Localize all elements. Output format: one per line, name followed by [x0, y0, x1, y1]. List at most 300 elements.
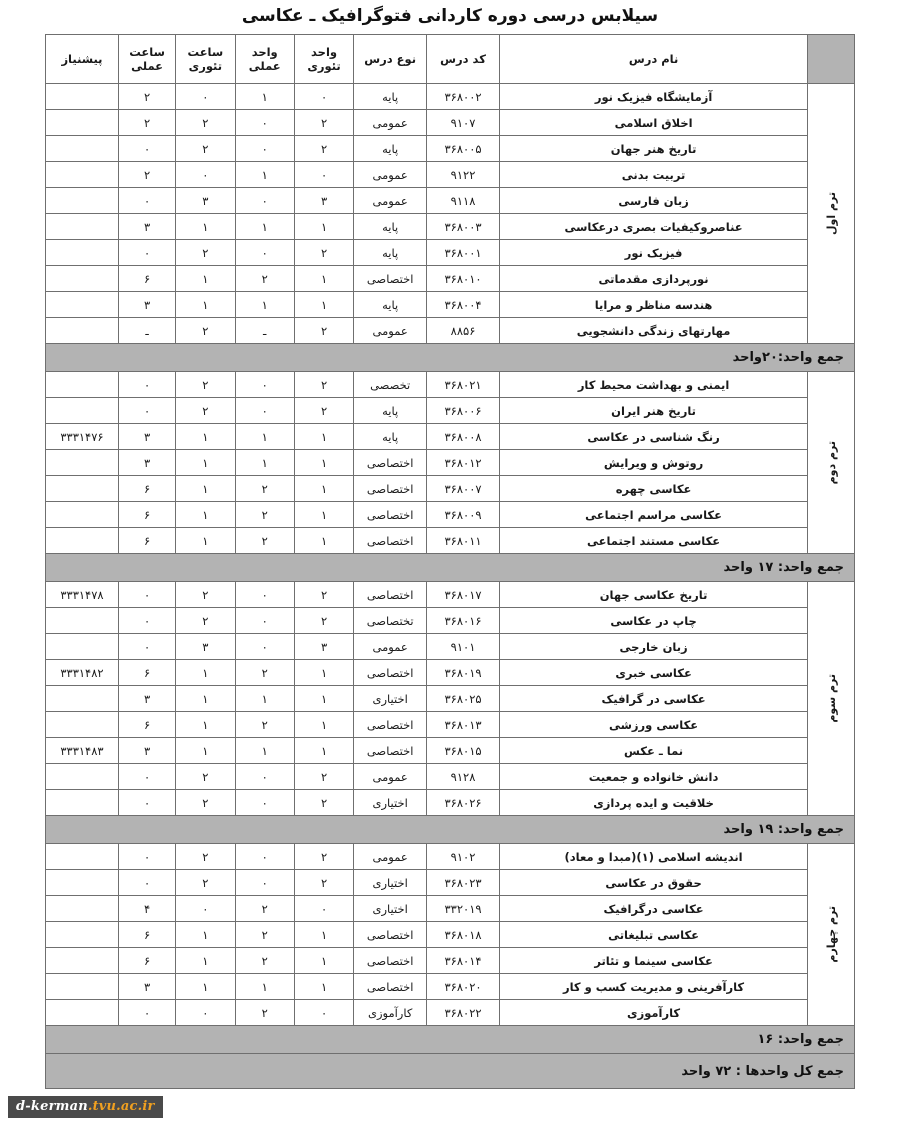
table-row: [46, 476, 855, 502]
course-code-cell: ۹۱۲۲: [427, 162, 500, 188]
course-name-cell: عکاسی تبلیغاتی: [499, 922, 807, 948]
prerequisite-cell: ۳۳۳۱۴۸۳: [46, 738, 119, 764]
hour-theory-cell: ۱: [176, 528, 235, 554]
unit-theory-cell: ۲: [294, 398, 353, 424]
table-row: [46, 948, 855, 974]
table-row: [46, 870, 855, 896]
course-type-cell: تختصاصی: [354, 608, 427, 634]
prerequisite-cell: [46, 318, 119, 344]
hour-theory-cell: ۱: [176, 922, 235, 948]
hour-theory-cell: ۲: [176, 110, 235, 136]
unit-practical-cell: ۰: [235, 764, 294, 790]
course-code-cell: ۳۶۸۰۱۲: [427, 450, 500, 476]
table-row: [46, 266, 855, 292]
unit-practical-cell: ۱: [235, 292, 294, 318]
course-name-cell: کارآموزی: [499, 1000, 807, 1026]
unit-theory-cell: ۰: [294, 896, 353, 922]
term-label-cell: [808, 372, 855, 554]
table-row: [46, 450, 855, 476]
table-row: [46, 398, 855, 424]
prerequisite-cell: [46, 214, 119, 240]
course-name-cell: چاپ در عکاسی: [499, 608, 807, 634]
unit-practical-cell: ۰: [235, 240, 294, 266]
hour-practical-cell: ۰: [118, 1000, 175, 1026]
term-summary-text: جمع واحد: ۱۹ واحد: [46, 816, 855, 844]
hour-practical-cell: ۲: [118, 84, 175, 110]
hour-practical-line1: ساعت: [129, 44, 165, 59]
course-type-cell: عمومی: [354, 844, 427, 870]
hour-theory-cell: ۰: [176, 84, 235, 110]
course-type-cell: اختیاری: [354, 870, 427, 896]
unit-theory-cell: ۳: [294, 188, 353, 214]
hour-theory-cell: ۲: [176, 608, 235, 634]
prerequisite-cell: [46, 634, 119, 660]
unit-practical-cell: ۰: [235, 398, 294, 424]
course-name-cell: کارآفرینی و مدیریت کسب و کار: [499, 974, 807, 1000]
hour-theory-cell: ۲: [176, 870, 235, 896]
header-row: [46, 35, 855, 84]
unit-practical-cell: ۲: [235, 476, 294, 502]
course-code-cell: ۳۶۸۰۲۵: [427, 686, 500, 712]
term-label-text: ترم چهارم: [824, 906, 838, 963]
course-code-cell: ۳۶۸۰۱۹: [427, 660, 500, 686]
hour-practical-cell: ۰: [118, 870, 175, 896]
term-label-cell: [808, 844, 855, 1026]
course-type-cell: اختصاصی: [354, 502, 427, 528]
unit-theory-cell: ۲: [294, 582, 353, 608]
unit-theory-cell: ۱: [294, 974, 353, 1000]
course-name-cell: اندیشه اسلامی (۱)(مبدا و معاد): [499, 844, 807, 870]
prerequisite-cell: [46, 398, 119, 424]
course-code-cell: ۳۶۸۰۱۷: [427, 582, 500, 608]
unit-theory-cell: ۲: [294, 844, 353, 870]
hour-practical-cell: ۳: [118, 738, 175, 764]
hour-theory-cell: ۰: [176, 896, 235, 922]
term-summary-row: [46, 344, 855, 372]
prerequisite-cell: [46, 896, 119, 922]
prerequisite-cell: [46, 502, 119, 528]
prerequisite-cell: ۳۳۳۱۴۸۲: [46, 660, 119, 686]
course-code-cell: ۳۶۸۰۲۶: [427, 790, 500, 816]
column-header-course-type: نوع درس: [354, 35, 427, 84]
prerequisite-cell: [46, 974, 119, 1000]
unit-practical-cell: ۲: [235, 712, 294, 738]
course-code-cell: ۳۶۸۰۱۶: [427, 608, 500, 634]
prerequisite-cell: [46, 844, 119, 870]
course-type-cell: پایه: [354, 240, 427, 266]
prerequisite-cell: [46, 84, 119, 110]
hour-theory-cell: ۱: [176, 660, 235, 686]
unit-practical-cell: ۰: [235, 870, 294, 896]
unit-theory-cell: ۱: [294, 292, 353, 318]
table-row: [46, 896, 855, 922]
course-code-cell: ۳۶۸۰۲۳: [427, 870, 500, 896]
term-label-cell: [808, 582, 855, 816]
course-name-cell: زبان فارسی: [499, 188, 807, 214]
table-row: [46, 188, 855, 214]
course-code-cell: ۹۱۰۲: [427, 844, 500, 870]
course-name-cell: هندسه مناظر و مرایا: [499, 292, 807, 318]
unit-practical-cell: ۱: [235, 214, 294, 240]
course-type-cell: اختیاری: [354, 896, 427, 922]
course-name-cell: عناصروکیفیات بصری درعکاسی: [499, 214, 807, 240]
hour-practical-cell: ۶: [118, 528, 175, 554]
unit-practical-cell: ۲: [235, 896, 294, 922]
unit-practical-line2: عملی: [248, 59, 281, 73]
unit-theory-cell: ۱: [294, 450, 353, 476]
column-header-prerequisite: پیشنیاز: [46, 35, 119, 84]
unit-theory-cell: ۲: [294, 318, 353, 344]
column-header-hour-practical: [118, 35, 175, 84]
course-name-cell: عکاسی ورزشی: [499, 712, 807, 738]
unit-practical-cell: ۰: [235, 634, 294, 660]
term-label-cell: [808, 84, 855, 344]
unit-theory-cell: ۲: [294, 110, 353, 136]
course-name-cell: نما ـ عکس: [499, 738, 807, 764]
course-code-cell: ۳۶۸۰۰۴: [427, 292, 500, 318]
course-type-cell: اختصاصی: [354, 922, 427, 948]
table-row: [46, 660, 855, 686]
unit-practical-cell: ۱: [235, 686, 294, 712]
hour-practical-cell: ۰: [118, 790, 175, 816]
hour-theory-cell: ۱: [176, 974, 235, 1000]
prerequisite-cell: [46, 136, 119, 162]
unit-practical-cell: ۲: [235, 660, 294, 686]
hour-practical-cell: ۰: [118, 136, 175, 162]
course-type-cell: عمومی: [354, 188, 427, 214]
unit-practical-cell: ۱: [235, 450, 294, 476]
prerequisite-cell: [46, 110, 119, 136]
course-name-cell: ایمنی و بهداشت محیط کار: [499, 372, 807, 398]
unit-practical-cell: ۰: [235, 844, 294, 870]
grand-total-text: جمع کل واحدها : ۷۲ واحد: [46, 1054, 855, 1089]
unit-practical-cell: ۰: [235, 372, 294, 398]
prerequisite-cell: [46, 686, 119, 712]
unit-theory-cell: ۱: [294, 214, 353, 240]
watermark-name: d-kerman: [16, 1099, 88, 1114]
course-name-cell: رنگ شناسی در عکاسی: [499, 424, 807, 450]
hour-practical-cell: ۶: [118, 712, 175, 738]
course-name-cell: تربیت بدنی: [499, 162, 807, 188]
table-row: [46, 292, 855, 318]
hour-theory-cell: ۱: [176, 712, 235, 738]
unit-theory-cell: ۱: [294, 922, 353, 948]
prerequisite-cell: [46, 528, 119, 554]
unit-theory-cell: ۱: [294, 948, 353, 974]
hour-theory-cell: ۲: [176, 764, 235, 790]
unit-theory-cell: ۰: [294, 1000, 353, 1026]
course-code-cell: ۳۶۸۰۱۴: [427, 948, 500, 974]
course-code-cell: ۳۶۸۰۰۸: [427, 424, 500, 450]
unit-practical-cell: ۱: [235, 738, 294, 764]
course-type-cell: پایه: [354, 84, 427, 110]
unit-theory-cell: ۳: [294, 634, 353, 660]
table-row: [46, 686, 855, 712]
course-name-cell: عکاسی خبری: [499, 660, 807, 686]
hour-practical-cell: ۶: [118, 502, 175, 528]
hour-theory-line2: تئوری: [188, 59, 223, 73]
unit-practical-cell: ۰: [235, 136, 294, 162]
hour-practical-cell: ۰: [118, 188, 175, 214]
course-type-cell: عمومی: [354, 162, 427, 188]
unit-theory-cell: ۰: [294, 162, 353, 188]
table-row: [46, 790, 855, 816]
unit-theory-cell: ۲: [294, 136, 353, 162]
hour-theory-cell: ۱: [176, 502, 235, 528]
table-row: [46, 712, 855, 738]
hour-practical-cell: ۳: [118, 686, 175, 712]
course-code-cell: ۳۶۸۰۲۰: [427, 974, 500, 1000]
prerequisite-cell: ۳۳۳۱۴۷۸: [46, 582, 119, 608]
prerequisite-cell: [46, 922, 119, 948]
table-row: [46, 922, 855, 948]
course-name-cell: عکاسی درگرافیک: [499, 896, 807, 922]
hour-theory-cell: ۱: [176, 450, 235, 476]
course-code-cell: ۳۶۸۰۰۲: [427, 84, 500, 110]
unit-practical-cell: ۲: [235, 266, 294, 292]
course-type-cell: عمومی: [354, 110, 427, 136]
hour-practical-cell: ۶: [118, 660, 175, 686]
term-summary-row: [46, 816, 855, 844]
hour-theory-cell: ۱: [176, 214, 235, 240]
prerequisite-cell: [46, 476, 119, 502]
course-name-cell: عکاسی سینما و تئاتر: [499, 948, 807, 974]
course-name-cell: عکاسی چهره: [499, 476, 807, 502]
grand-total-row: [46, 1054, 855, 1089]
course-name-cell: تاریخ هنر ایران: [499, 398, 807, 424]
hour-practical-cell: ۳: [118, 214, 175, 240]
term-label-text: ترم سوم: [824, 674, 838, 723]
course-code-cell: ۹۱۱۸: [427, 188, 500, 214]
column-header-unit-theory: [294, 35, 353, 84]
course-name-cell: تاریخ هنر جهان: [499, 136, 807, 162]
unit-theory-cell: ۱: [294, 712, 353, 738]
syllabus-table: [45, 34, 855, 1089]
site-watermark: [8, 1096, 163, 1118]
course-type-cell: اختصاصی: [354, 712, 427, 738]
unit-theory-cell: ۲: [294, 790, 353, 816]
course-name-cell: عکاسی مراسم اجتماعی: [499, 502, 807, 528]
unit-theory-cell: ۲: [294, 764, 353, 790]
prerequisite-cell: [46, 292, 119, 318]
unit-practical-cell: ۲: [235, 1000, 294, 1026]
prerequisite-cell: [46, 870, 119, 896]
column-header-term: [808, 35, 855, 84]
course-name-cell: مهارتهای زندگی دانشجویی: [499, 318, 807, 344]
course-code-cell: ۳۶۸۰۰۱: [427, 240, 500, 266]
prerequisite-cell: [46, 948, 119, 974]
hour-practical-cell: ۶: [118, 476, 175, 502]
prerequisite-cell: [46, 240, 119, 266]
hour-theory-cell: ۳: [176, 634, 235, 660]
unit-theory-cell: ۲: [294, 240, 353, 266]
course-code-cell: ۳۳۲۰۱۹: [427, 896, 500, 922]
column-header-unit-practical: [235, 35, 294, 84]
term-label-text: ترم اول: [824, 191, 838, 236]
unit-practical-cell: ۲: [235, 948, 294, 974]
unit-theory-cell: ۱: [294, 528, 353, 554]
hour-theory-cell: ۰: [176, 162, 235, 188]
course-type-cell: پایه: [354, 292, 427, 318]
hour-practical-cell: ۰: [118, 240, 175, 266]
course-type-cell: اختصاصی: [354, 450, 427, 476]
course-code-cell: ۳۶۸۰۱۸: [427, 922, 500, 948]
prerequisite-cell: [46, 712, 119, 738]
table-row: [46, 582, 855, 608]
course-name-cell: اخلاق اسلامی: [499, 110, 807, 136]
term-summary-text: جمع واحد: ۱۶: [46, 1026, 855, 1054]
prerequisite-cell: [46, 1000, 119, 1026]
table-row: [46, 634, 855, 660]
course-name-cell: حقوق در عکاسی: [499, 870, 807, 896]
table-row: [46, 608, 855, 634]
table-row: [46, 424, 855, 450]
prerequisite-cell: [46, 790, 119, 816]
hour-practical-cell: ۴: [118, 896, 175, 922]
course-type-cell: اختیاری: [354, 790, 427, 816]
unit-practical-cell: ۱: [235, 974, 294, 1000]
course-code-cell: ۹۱۲۸: [427, 764, 500, 790]
course-code-cell: ۳۶۸۰۱۰: [427, 266, 500, 292]
course-type-cell: پایه: [354, 214, 427, 240]
column-header-hour-theory: [176, 35, 235, 84]
course-type-cell: اختصاصی: [354, 476, 427, 502]
table-row: [46, 240, 855, 266]
unit-practical-cell: ۰: [235, 790, 294, 816]
course-name-cell: آزمایشگاه فیزیک نور: [499, 84, 807, 110]
table-row: [46, 738, 855, 764]
hour-practical-cell: ۰: [118, 582, 175, 608]
hour-practical-cell: ۰: [118, 844, 175, 870]
hour-theory-cell: ۱: [176, 476, 235, 502]
hour-theory-cell: ۲: [176, 136, 235, 162]
course-type-cell: پایه: [354, 136, 427, 162]
hour-theory-cell: ۲: [176, 318, 235, 344]
table-row: [46, 372, 855, 398]
prerequisite-cell: [46, 608, 119, 634]
unit-theory-cell: ۰: [294, 84, 353, 110]
table-row: [46, 974, 855, 1000]
prerequisite-cell: ۳۳۳۱۴۷۶: [46, 424, 119, 450]
table-row: [46, 110, 855, 136]
hour-practical-cell: ۰: [118, 764, 175, 790]
unit-theory-cell: ۲: [294, 870, 353, 896]
watermark-domain: .tvu.ac.ir: [87, 1099, 155, 1114]
unit-practical-cell: ۰: [235, 582, 294, 608]
hour-theory-cell: ۲: [176, 372, 235, 398]
unit-practical-line1: واحد: [251, 44, 278, 59]
hour-practical-cell: ۲: [118, 110, 175, 136]
course-type-cell: عمومی: [354, 634, 427, 660]
unit-theory-cell: ۱: [294, 738, 353, 764]
table-row: [46, 162, 855, 188]
prerequisite-cell: [46, 450, 119, 476]
course-name-cell: روتوش و ویرایش: [499, 450, 807, 476]
hour-theory-cell: ۱: [176, 292, 235, 318]
course-name-cell: تاریخ عکاسی جهان: [499, 582, 807, 608]
unit-practical-cell: ۲: [235, 922, 294, 948]
hour-theory-cell: ۱: [176, 686, 235, 712]
hour-practical-cell: ـ: [118, 318, 175, 344]
hour-theory-cell: ۲: [176, 790, 235, 816]
prerequisite-cell: [46, 764, 119, 790]
course-type-cell: عمومی: [354, 318, 427, 344]
unit-practical-cell: ۰: [235, 608, 294, 634]
unit-theory-cell: ۱: [294, 502, 353, 528]
hour-theory-cell: ۱: [176, 738, 235, 764]
hour-theory-cell: ۲: [176, 398, 235, 424]
hour-practical-cell: ۳: [118, 424, 175, 450]
unit-theory-line1: واحد: [311, 44, 338, 59]
table-row: [46, 844, 855, 870]
hour-practical-cell: ۲: [118, 162, 175, 188]
hour-practical-cell: ۰: [118, 634, 175, 660]
course-code-cell: ۳۶۸۰۲۱: [427, 372, 500, 398]
hour-theory-cell: ۲: [176, 582, 235, 608]
course-type-cell: کارآموزی: [354, 1000, 427, 1026]
hour-theory-cell: ۲: [176, 844, 235, 870]
course-name-cell: خلاقیت و ایده پردازی: [499, 790, 807, 816]
unit-theory-cell: ۱: [294, 424, 353, 450]
unit-practical-cell: ۲: [235, 502, 294, 528]
hour-theory-cell: ۱: [176, 948, 235, 974]
hour-practical-cell: ۶: [118, 266, 175, 292]
hour-theory-cell: ۳: [176, 188, 235, 214]
column-header-course-name: نام درس: [499, 35, 807, 84]
course-code-cell: ۳۶۸۰۱۱: [427, 528, 500, 554]
term-summary-row: [46, 1026, 855, 1054]
course-name-cell: عکاسی در گرافیک: [499, 686, 807, 712]
hour-theory-cell: ۱: [176, 424, 235, 450]
course-type-cell: تخصصی: [354, 372, 427, 398]
table-row: [46, 214, 855, 240]
unit-theory-cell: ۲: [294, 372, 353, 398]
unit-practical-cell: ۰: [235, 110, 294, 136]
course-type-cell: اختصاصی: [354, 266, 427, 292]
unit-theory-cell: ۱: [294, 660, 353, 686]
prerequisite-cell: [46, 162, 119, 188]
hour-theory-cell: ۱: [176, 266, 235, 292]
hour-practical-cell: ۳: [118, 292, 175, 318]
course-code-cell: ۳۶۸۰۰۵: [427, 136, 500, 162]
unit-theory-cell: ۲: [294, 608, 353, 634]
table-row: [46, 84, 855, 110]
course-name-cell: فیزیک نور: [499, 240, 807, 266]
term-summary-text: جمع واحد:۲۰واحد: [46, 344, 855, 372]
table-row: [46, 136, 855, 162]
unit-practical-cell: ۱: [235, 424, 294, 450]
course-code-cell: ۹۱۰۷: [427, 110, 500, 136]
table-row: [46, 318, 855, 344]
prerequisite-cell: [46, 372, 119, 398]
course-code-cell: ۳۶۸۰۰۷: [427, 476, 500, 502]
hour-theory-cell: ۰: [176, 1000, 235, 1026]
course-type-cell: اختصاصی: [354, 582, 427, 608]
table-row: [46, 502, 855, 528]
prerequisite-cell: [46, 188, 119, 214]
term-summary-row: [46, 554, 855, 582]
course-name-cell: نورپردازی مقدماتی: [499, 266, 807, 292]
hour-practical-cell: ۶: [118, 948, 175, 974]
column-header-course-code: کد درس: [427, 35, 500, 84]
course-code-cell: ۳۶۸۰۰۳: [427, 214, 500, 240]
unit-practical-cell: ۱: [235, 162, 294, 188]
course-type-cell: اختصاصی: [354, 974, 427, 1000]
course-type-cell: عمومی: [354, 764, 427, 790]
hour-theory-line1: ساعت: [187, 44, 224, 59]
hour-practical-cell: ۰: [118, 372, 175, 398]
course-name-cell: زبان خارجی: [499, 634, 807, 660]
